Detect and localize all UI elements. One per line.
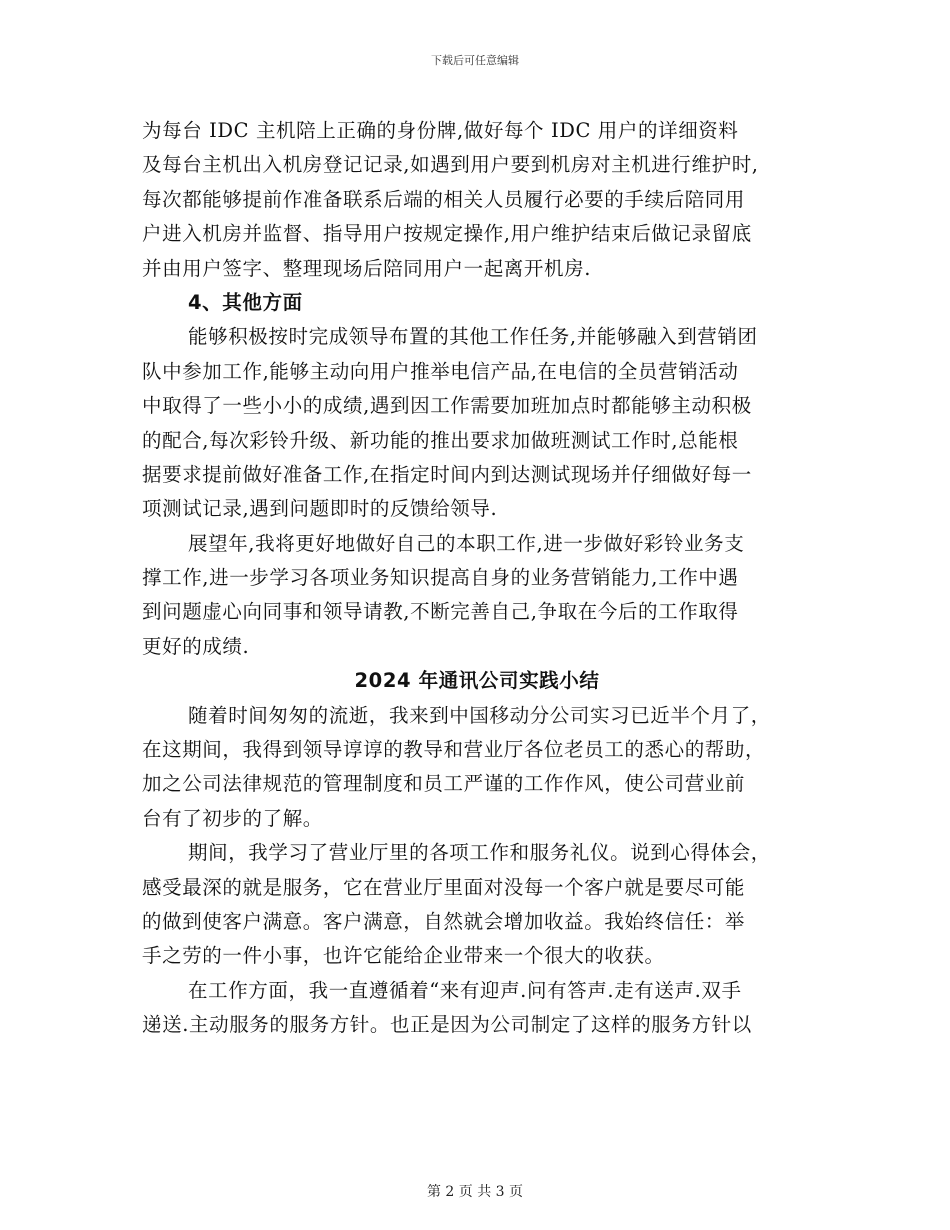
body-line: 手之劳的一件小事，也许它能给企业带来一个很大的收获。: [142, 944, 665, 968]
body-line: 在这期间，我得到领导谆谆的教导和营业厅各位老员工的悉心的帮助，: [142, 738, 766, 762]
page-header: 下载后可任意编辑: [431, 54, 519, 67]
body-line: 递送.主动服务的服务方针。也正是因为公司制定了这样的服务方针以: [142, 1013, 752, 1037]
body-line: 据要求提前做好准备工作,在指定时间内到达测试现场并仔细做好每一: [142, 462, 752, 486]
page-footer: 第 2 页 共 3 页: [426, 1184, 524, 1200]
body-line: 感受最深的就是服务，它在营业厅里面对没每一个客户就是要尽可能: [142, 875, 746, 899]
body-line: 的做到使客户满意。客户满意，自然就会增加收益。我始终信任：举: [142, 909, 746, 933]
document-title: 2024 年通讯公司实践小结: [354, 669, 600, 693]
body-line: 加之公司法律规范的管理制度和员工严谨的工作作风，使公司营业前: [142, 772, 746, 796]
body-line: 能够积极按时完成领导布置的其他工作任务,并能够融入到营销团: [188, 325, 758, 349]
document-body: [142, 114, 812, 1043]
body-line: 随着时间匆匆的流逝，我来到中国移动分公司实习已近半个月了，: [188, 703, 771, 727]
body-line: 台有了初步的了解。: [142, 806, 323, 830]
body-line: 在工作方面，我一直遵循着“来有迎声.问有答声.走有送声.双手: [188, 978, 742, 1002]
body-line: 户进入机房并监督、指导用户按规定操作,用户维护结束后做记录留底: [142, 222, 752, 246]
body-line: 及每台主机出入机房登记记录,如遇到用户要到机房对主机进行维护时,: [142, 153, 759, 177]
body-line: 每次都能够提前作准备联系后端的相关人员履行必要的手续后陪同用: [142, 187, 746, 211]
section-heading: 4、其他方面: [188, 290, 303, 314]
body-line: 并由用户签字、整理现场后陪同用户一起离开机房.: [142, 256, 591, 280]
body-line: 中取得了一些小小的成绩,遇到因工作需要加班加点时都能够主动积极: [142, 394, 752, 418]
body-line: 到问题虚心向同事和领导请教,不断完善自己,争取在今后的工作取得: [142, 600, 739, 624]
body-line: 的配合,每次彩铃升级、新功能的推出要求加做班测试工作时,总能根: [142, 428, 739, 452]
body-line: 项测试记录,遇到问题即时的反馈给领导.: [142, 497, 498, 521]
body-line: 队中参加工作,能够主动向用户推举电信产品,在电信的全员营销活动: [142, 359, 739, 383]
body-line: 期间，我学习了营业厅里的各项工作和服务礼仪。说到心得体会，: [188, 841, 771, 865]
body-line: 更好的成绩.: [142, 634, 250, 658]
body-line: 为每台 IDC 主机陪上正确的身份牌,做好每个 IDC 用户的详细资料: [142, 119, 739, 142]
body-line: 展望年,我将更好地做好自己的本职工作,进一步做好彩铃业务支: [188, 531, 745, 555]
body-line: 撑工作,进一步学习各项业务知识提高自身的业务营销能力,工作中遇: [142, 566, 739, 590]
